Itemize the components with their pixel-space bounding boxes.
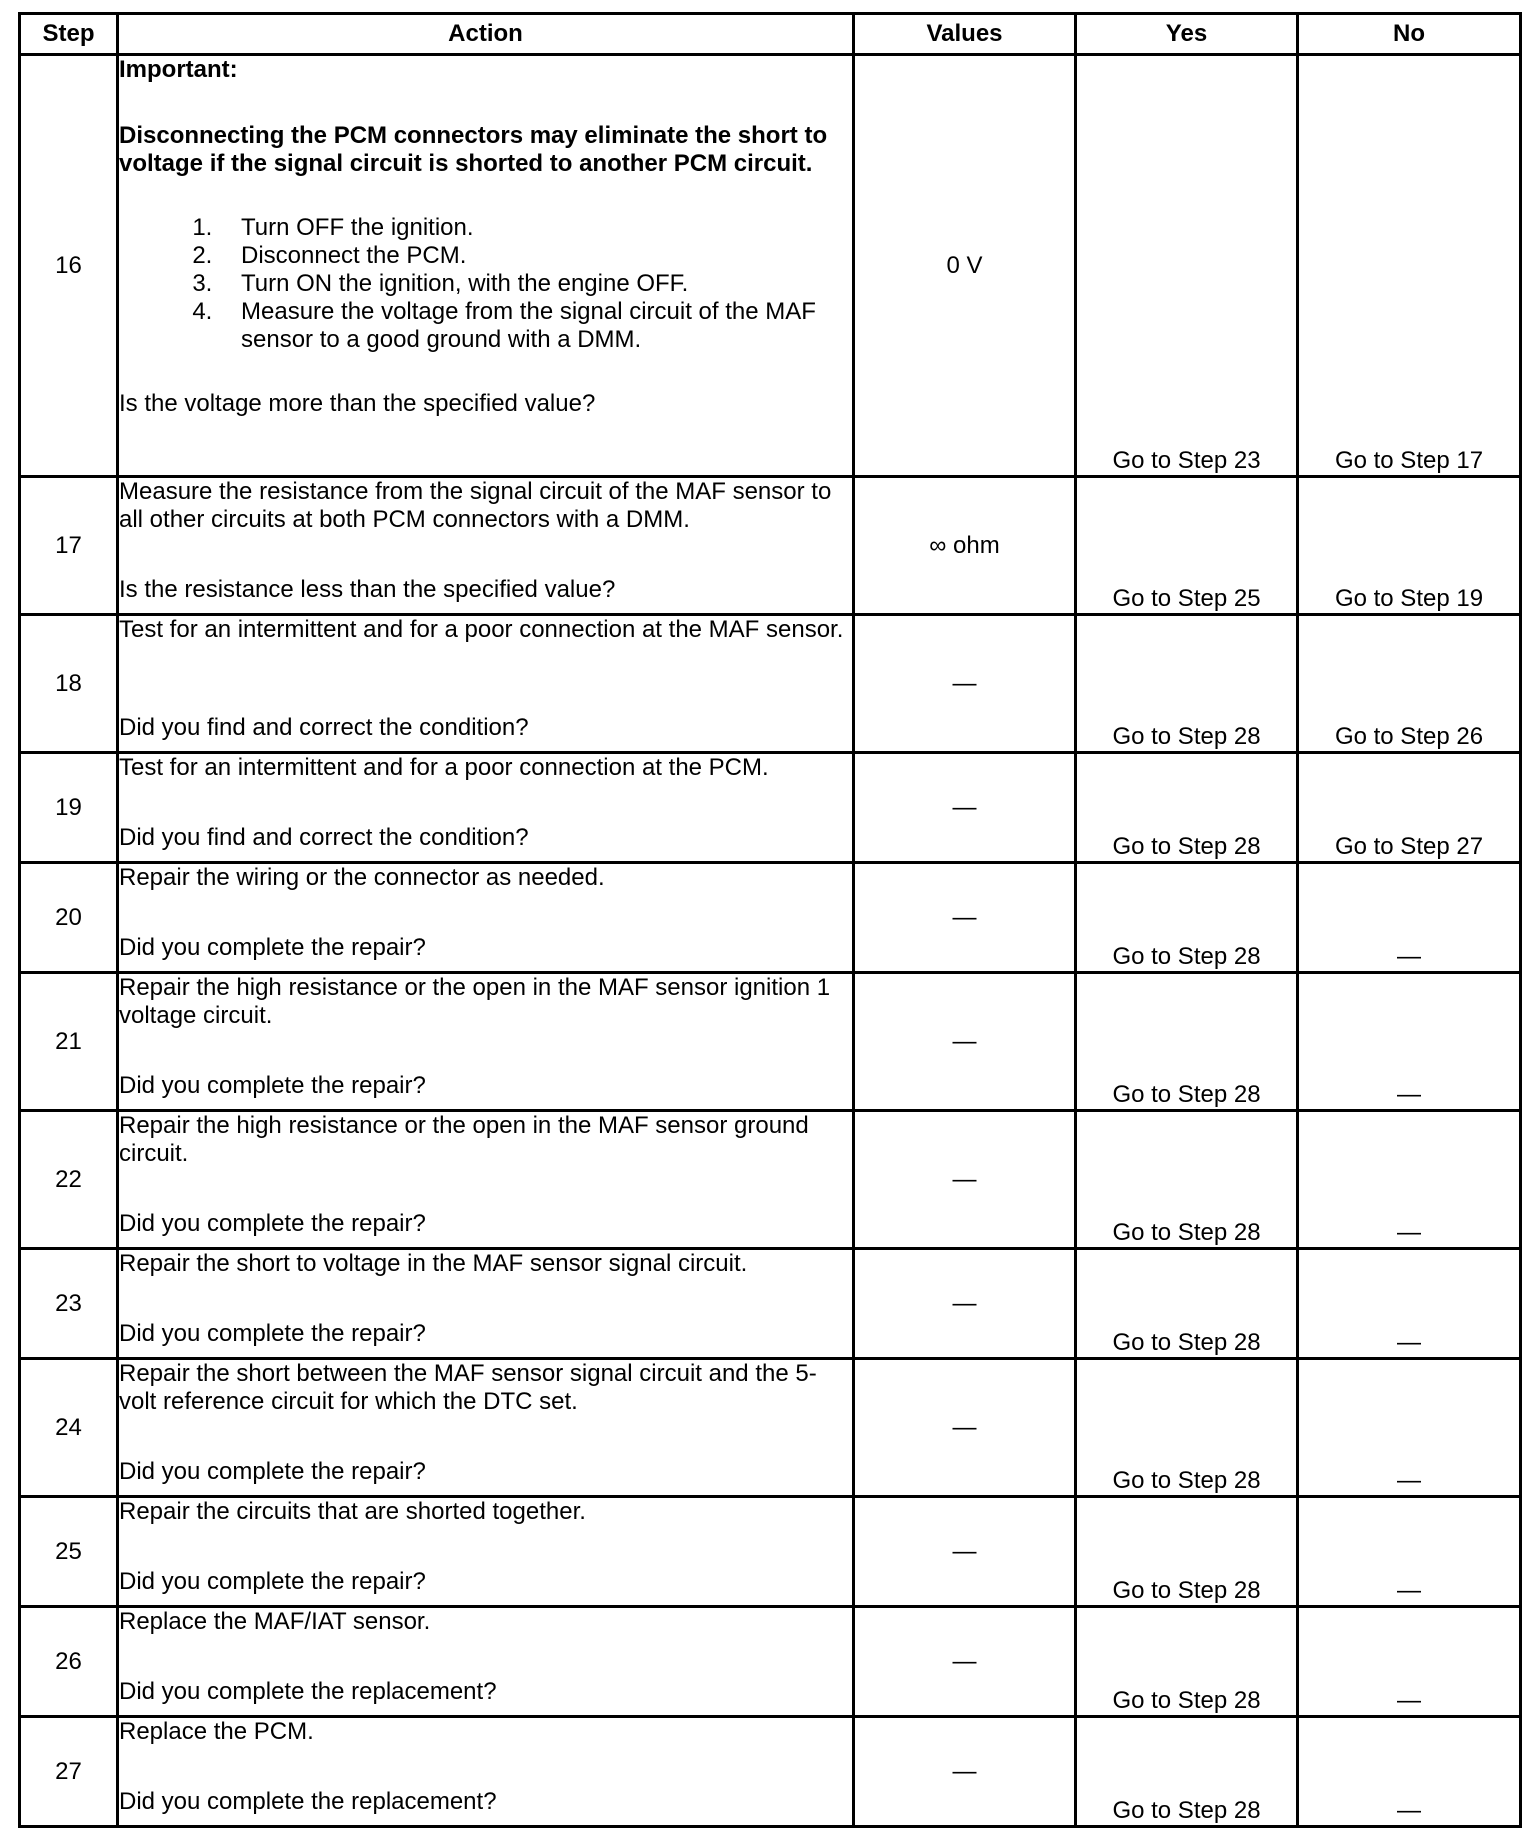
table-row [20,1497,1521,1607]
header-step: Step [20,14,118,55]
action-cell [118,863,854,973]
procedure-step: 4. Measure the voltage from the signal circuit of the MAF sensor to a good ground with a DMM. [219,298,852,354]
step-number: 19 [20,753,118,863]
table-row [20,753,1521,863]
action-content [119,1498,852,1596]
action-content [119,616,852,742]
table-row [20,1111,1521,1249]
procedure-step: 1. Turn OFF the ignition. [219,214,852,242]
procedure-step: 3. Turn ON the ignition, with the engine OFF. [219,270,852,298]
action-cell [118,55,854,477]
action-text: Test for an intermittent and for a poor connection at the PCM. [119,754,769,781]
value-cell: — [854,973,1076,1111]
value-cell: — [854,1249,1076,1359]
yes-cell: Go to Step 28 [1076,973,1298,1111]
action-content [119,1112,852,1238]
header-yes: Yes [1076,14,1298,55]
no-cell: — [1298,1249,1521,1359]
value-cell: — [854,1607,1076,1717]
action-content [119,864,852,962]
header-values: Values [854,14,1076,55]
yes-cell: Go to Step 28 [1076,753,1298,863]
action-text: Repair the high resistance or the open in the MAF sensor ground circuit. [119,1112,809,1167]
header-action: Action [118,14,854,55]
header-row [20,14,1521,55]
action-cell [118,1717,854,1827]
procedure-step: 2. Disconnect the PCM. [219,242,852,270]
action-text: Repair the circuits that are shorted together. [119,1498,586,1525]
action-question: Did you find and correct the condition? [119,714,529,741]
important-title: Important: [119,56,238,83]
value-cell: — [854,753,1076,863]
yes-cell: Go to Step 28 [1076,1497,1298,1607]
action-content [119,1360,852,1486]
no-cell: Go to Step 26 [1298,615,1521,753]
action-cell [118,1111,854,1249]
step-number: 27 [20,1717,118,1827]
action-cell [118,1249,854,1359]
yes-cell: Go to Step 28 [1076,1717,1298,1827]
step-number: 18 [20,615,118,753]
no-cell: — [1298,1111,1521,1249]
important-text: Disconnecting the PCM connectors may eliminate the short to voltage if the signal circuit is shorted to another PCM circuit. [119,122,828,177]
step-number: 25 [20,1497,118,1607]
no-cell: — [1298,863,1521,973]
table-row [20,1717,1521,1827]
action-content [119,478,852,604]
table-row [20,1607,1521,1717]
action-question: Did you complete the repair? [119,1320,426,1347]
step-number: 20 [20,863,118,973]
action-text: Replace the MAF/IAT sensor. [119,1608,431,1635]
action-text: Repair the high resistance or the open in the MAF sensor ignition 1 voltage circuit. [119,974,831,1029]
action-cell [118,1607,854,1717]
no-cell: Go to Step 27 [1298,753,1521,863]
yes-cell: Go to Step 28 [1076,863,1298,973]
action-question: Did you complete the repair? [119,1568,426,1595]
yes-cell: Go to Step 28 [1076,1359,1298,1497]
action-cell [118,1497,854,1607]
table-row [20,477,1521,615]
action-cell [118,973,854,1111]
step-number: 26 [20,1607,118,1717]
no-cell: — [1298,1359,1521,1497]
procedure-steps [119,214,852,354]
yes-cell: Go to Step 28 [1076,1111,1298,1249]
action-content [119,1718,852,1816]
action-text: Replace the PCM. [119,1718,314,1745]
action-cell [118,477,854,615]
value-cell: ∞ ohm [854,477,1076,615]
action-text: Test for an intermittent and for a poor connection at the MAF sensor. [119,616,844,643]
action-content [119,974,852,1100]
action-question: Did you complete the replacement? [119,1678,497,1705]
table-row [20,863,1521,973]
value-cell: — [854,1359,1076,1497]
action-content [119,754,852,852]
header-no: No [1298,14,1521,55]
no-cell: Go to Step 19 [1298,477,1521,615]
value-cell: — [854,615,1076,753]
step-number: 24 [20,1359,118,1497]
action-text: Repair the short between the MAF sensor signal circuit and the 5-volt reference circuit for which the DTC set. [119,1360,817,1415]
yes-cell: Go to Step 28 [1076,615,1298,753]
action-question: Did you complete the repair? [119,1458,426,1485]
action-question: Did you find and correct the condition? [119,824,529,851]
value-cell: — [854,1111,1076,1249]
value-cell: — [854,863,1076,973]
yes-cell: Go to Step 28 [1076,1249,1298,1359]
yes-cell: Go to Step 23 [1076,55,1298,477]
yes-cell: Go to Step 25 [1076,477,1298,615]
action-question: Did you complete the repair? [119,1072,426,1099]
no-cell: — [1298,1497,1521,1607]
table-row [20,1249,1521,1359]
table-row [20,1359,1521,1497]
step-number: 21 [20,973,118,1111]
no-cell: — [1298,1607,1521,1717]
value-cell: — [854,1497,1076,1607]
step-number: 22 [20,1111,118,1249]
action-cell [118,753,854,863]
action-text: Repair the short to voltage in the MAF sensor signal circuit. [119,1250,748,1277]
action-question: Did you complete the repair? [119,1210,426,1237]
step-number: 16 [20,55,118,477]
action-content [119,1608,852,1706]
action-content [119,1250,852,1348]
diagnostic-table [18,12,1522,1828]
action-question: Is the voltage more than the specified value? [119,390,596,417]
value-cell: 0 V [854,55,1076,477]
step-number: 17 [20,477,118,615]
action-question: Did you complete the replacement? [119,1788,497,1815]
no-cell: Go to Step 17 [1298,55,1521,477]
value-cell: — [854,1717,1076,1827]
action-cell [118,615,854,753]
action-question: Did you complete the repair? [119,934,426,961]
table-row [20,973,1521,1111]
no-cell: — [1298,1717,1521,1827]
action-text: Repair the wiring or the connector as needed. [119,864,605,891]
table-row [20,55,1521,477]
no-cell: — [1298,973,1521,1111]
action-question: Is the resistance less than the specified value? [119,576,616,603]
action-cell [118,1359,854,1497]
step-number: 23 [20,1249,118,1359]
action-text: Measure the resistance from the signal circuit of the MAF sensor to all other circuits at both PCM connectors with a DMM. [119,478,832,533]
table-row [20,615,1521,753]
yes-cell: Go to Step 28 [1076,1607,1298,1717]
